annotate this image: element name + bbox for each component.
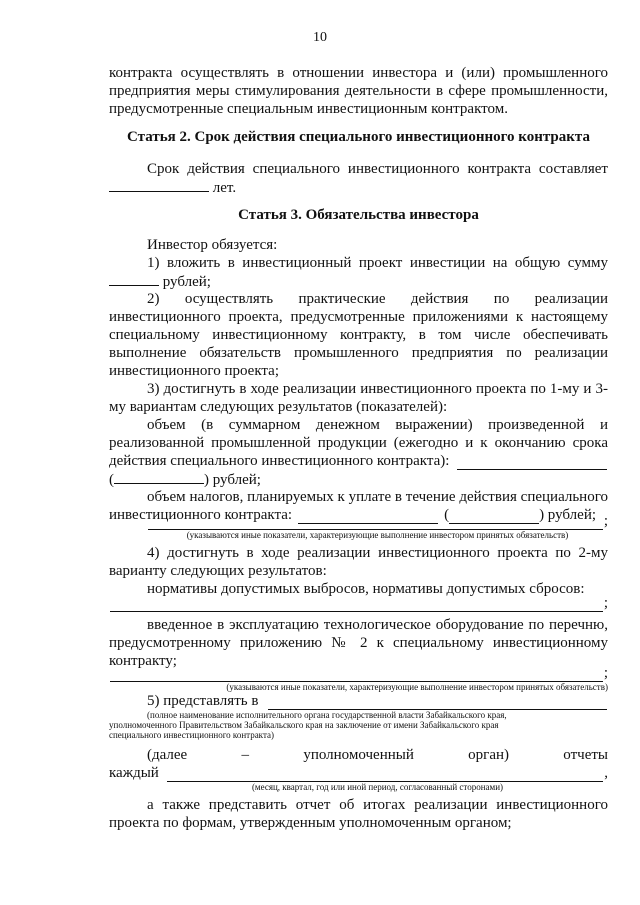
taxes-line-2: инвестиционного контракта: ( ) рублей; — [109, 507, 597, 523]
item-1-line-1: 1) вложить в инвестиционный проект инвестиции на общую сумму — [147, 255, 608, 271]
volume-line-3 — [109, 452, 608, 470]
term-years-blank — [109, 178, 209, 192]
item-2-line-2: инвестиционного проекта, предусмотренные приложениями к настоящему — [109, 309, 608, 325]
each-line: каждый , — [109, 765, 608, 781]
other-indicators-blank-1 — [148, 515, 603, 530]
note-authority-2: уполномоченного Правительством Забайкальского края на заключение от имени Забайкальского края — [109, 720, 499, 730]
item-2-line-1: 2) осуществлять практические действия по реализации — [147, 291, 608, 307]
page-number: 10 — [313, 30, 327, 45]
note-authority-3: специального инвестиционного контракта) — [109, 730, 274, 740]
final-line-1: а также представить отчет об итогах реализации инвестиционного — [147, 797, 608, 813]
other-indicators-line-2: ; — [109, 664, 608, 682]
item-1-line-2 — [109, 272, 608, 291]
volume-line-2: реализованной промышленной продукции (ежегодно и к окончанию срока — [109, 435, 608, 451]
item-2-line-4: выполнение обязательств промышленного предприятия по реализации — [109, 345, 608, 361]
period-blank — [167, 767, 603, 782]
volume-words-blank — [114, 470, 204, 484]
taxes-rubles: ) рублей; — [539, 507, 597, 523]
item-5-text: 5) представлять в — [147, 693, 259, 709]
term-line-2 — [109, 178, 608, 197]
item-4-line-2: варианту следующих результатов: — [109, 563, 327, 579]
intro-line-1: контракта осуществлять в отношении инвестора и (или) промышленного — [109, 65, 608, 81]
item-4-line-1: 4) достигнуть в ходе реализации инвестиционного проекта по 2-му — [147, 545, 608, 561]
equipment-line-2: предусмотренному приложению № 2 к специальному инвестиционному — [109, 635, 608, 651]
investment-amount-blank — [109, 272, 159, 286]
intro-line-3: предусмотренные специальным инвестиционным контрактом. — [109, 101, 508, 117]
taxes-line-1: объем налогов, планируемых к уплате в течение действия специального — [147, 489, 608, 505]
item-2-line-3: специальному инвестиционному контракту, в том числе обеспечивать — [109, 327, 608, 343]
authority-name-blank — [268, 695, 607, 710]
volume-value-blank — [457, 455, 607, 470]
article-2-heading: Статья 2. Срок действия специального инвестиционного контракта — [127, 129, 590, 145]
norms-line: нормативы допустимых выбросов, нормативы допустимых сбросов: — [147, 581, 585, 597]
obligations-intro: Инвестор обязуется: — [147, 237, 278, 253]
each-text: каждый — [109, 765, 159, 781]
item-3-line-2: му вариантам следующих результатов (показателей): — [109, 399, 448, 415]
norms-blank-line: ; — [109, 594, 608, 612]
note-authority-1: (полное наименование исполнительного органа государственной власти Забайкальского края, — [147, 710, 507, 720]
volume-line-3-text: действия специального инвестиционного контракта): — [109, 453, 450, 469]
other-indicators-line-1: ; — [147, 512, 608, 530]
final-line-2: проекта по формам, утвержденным уполномоченным органом; — [109, 815, 512, 831]
item-3-line-1: 3) достигнуть в ходе реализации инвестиционного проекта по 1-му и 3- — [147, 381, 608, 397]
item-1-rubles: рублей; — [162, 274, 211, 290]
article-3-heading: Статья 3. Обязательства инвестора — [238, 207, 479, 223]
equipment-line-3: контракту; — [109, 653, 177, 669]
reports-line: (далее – уполномоченный орган) отчеты — [147, 747, 608, 763]
equipment-line-1: введенное в эксплуатацию технологическое оборудование по перечню, — [147, 617, 608, 633]
taxes-line-2-text: инвестиционного контракта: — [109, 507, 293, 523]
note-other-indicators-2: (указываются иные показатели, характеризующие выполнение инвестором принятых обязательств) — [226, 682, 608, 692]
other-indicators-blank-2 — [110, 667, 603, 682]
intro-line-2: предприятия меры стимулирования деятельности в сфере промышленности, — [109, 83, 608, 99]
item-5-line — [147, 692, 608, 710]
term-line-1: Срок действия специального инвестиционного контракта составляет — [147, 161, 608, 177]
item-2-line-5: инвестиционного проекта; — [109, 363, 279, 379]
norms-blank — [110, 597, 603, 612]
volume-line-1: объем (в суммарном денежном выражении) произведенной и — [147, 417, 608, 433]
note-period: (месяц, квартал, год или иной период, согласованный сторонами) — [251, 782, 504, 792]
volume-rubles: ) рублей; — [204, 472, 261, 488]
term-years-suffix: лет. — [212, 180, 237, 196]
volume-rubles-line: ( ) рублей; — [109, 472, 261, 488]
note-other-indicators-1: (указываются иные показатели, характеризующие выполнение инвестором принятых обязательств) — [186, 530, 569, 540]
